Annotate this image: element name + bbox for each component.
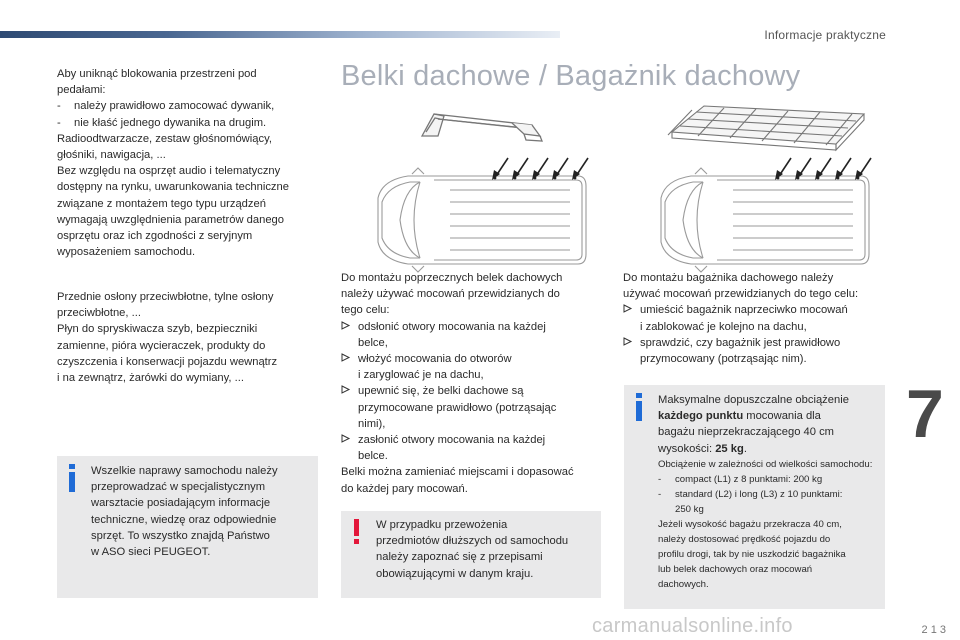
warning-icon-dot (354, 539, 359, 544)
page-number: 2 1 3 (921, 624, 946, 636)
bullet-arrow-icon (341, 432, 350, 448)
accessories-paragraph: Przednie osłony przeciwbłotne, tylne osłony przeciwbłotne, ... Płyn do spryskiwacza szyb, bezpieczniki zamienne, pióra wycieraczek, produkty do czyszczenia i konserwacji pojazdu wewnątrz i na zewnątrz, żarówki do wymiany, ... (57, 291, 278, 385)
chapter-number: 7 (906, 376, 944, 452)
pedal-paragraph: Aby uniknąć blokowania przestrzeni pod pedałami: - należy prawidłowo zamocować dywanik, - nie kłaść jednego dywanika na drugim. Radioodtwarzacze, zestaw głośnomówiący, głośniki, nawigacja, ... Bez względu na osprzęt audio i telematyczny dostępny na rynku, uwarunkowania techniczne związane z montażem tego typu urządzeń wymagają uwzględnienia parametrów danego osprzętu oraz ich zgodności z seryjnym wyposażeniem samochodu. (57, 68, 289, 259)
bullet-arrow-icon (623, 302, 632, 318)
info-icon-bar (69, 472, 75, 492)
info-icon-bar (636, 401, 642, 421)
info-icon (69, 464, 75, 469)
roof-rack-illustration (668, 100, 868, 150)
info-text-repairs: Wszelkie naprawy samochodu należy przeprowadzać w specjalistycznym warsztacie posiadającym informacje techniczne, wiedzę oraz odpowiednie sprzęt. To wszystko znajdą Państwo w ASO sieci PEUGEOT. (91, 465, 278, 559)
van-top-view-bars (360, 150, 600, 270)
bullet-arrow-icon (341, 319, 350, 335)
warning-text: W przypadku przewożenia przedmiotów dłuższych od samochodu należy zapoznać się z przepisami obowiązującymi w danym kraju. (376, 519, 569, 580)
page-title: Belki dachowe / Bagażnik dachowy (341, 60, 801, 92)
roof-bars-instructions: Do montażu poprzecznych belek dachowych należy używać mocowań przewidzianych do tego celu: odsłonić otwory mocowania na każdej belce, włożyć mocowania do otworów i zaryglować je na dachu, upewnić się, że belki dachowe są przymocowane prawidłowo (potrząsając nimi), zasłonić otwory mocowania na każdej belce. Belki można zamieniać miejscami i dopasować do każdej pary mocowań. (341, 272, 574, 495)
watermark: carmanualsonline.info (592, 615, 793, 637)
warning-icon (354, 519, 359, 536)
info-icon (636, 393, 642, 398)
bullet-arrow-icon (341, 351, 350, 367)
roof-rack-instructions: Do montażu bagażnika dachowego należy używać mocowań przewidzianych do tego celu: umieścić bagażnik naprzeciwko mocowań i zablokować je kolejno na dachu, sprawdzić, czy bagażnik jest prawidłowo przymocowany (potrząsając nim). (623, 272, 859, 366)
bullet-arrow-icon (341, 383, 350, 399)
info-text-load-details: Obciążenie w zależności od wielkości samochodu: - compact (L1) z 8 punktami: 200 kg - standard (L2) i long (L3) z 10 punktami: 250 kg Jeżeli wysokość bagażu przekracza 40 cm, należy dostosować prędkość pojazdu do profilu drogi, tak by nie uszkodzić bagażnika lub belek dachowych oraz mocowań dachowych. (658, 459, 873, 590)
section-title: Informacje praktyczne (764, 28, 886, 42)
bullet-arrow-icon (623, 335, 632, 351)
roof-bar-illustration (416, 105, 546, 145)
van-top-view-rack (643, 150, 883, 270)
header-color-bar (0, 31, 560, 38)
info-text-load: Maksymalne dopuszczalne obciążenie każdego punktu mocowania dla bagażu nieprzekraczającego 40 cm wysokości: 25 kg. (658, 394, 849, 455)
